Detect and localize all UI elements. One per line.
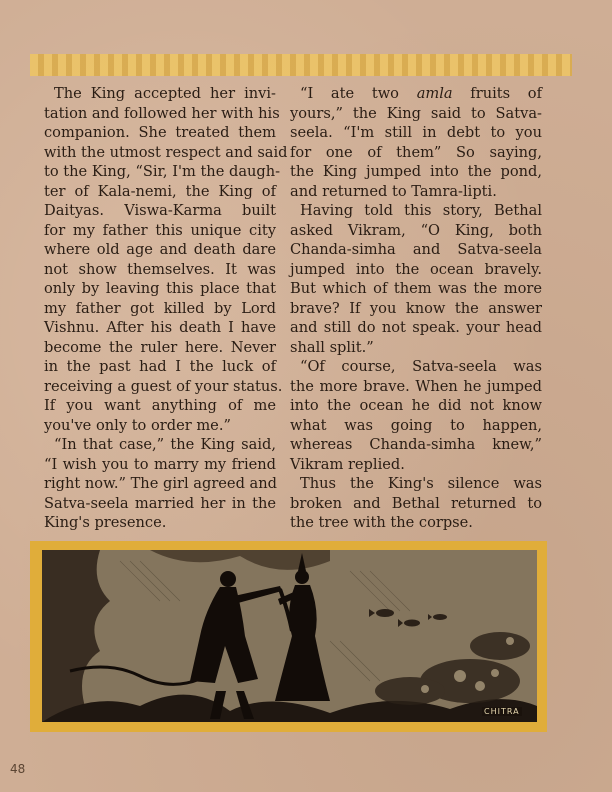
- text-line: “Of course, Satva-seela was: [300, 358, 542, 375]
- text-line: Chanda-simha and Satva-seela: [290, 241, 542, 258]
- right-text-column: [290, 84, 542, 533]
- text-line: only by leaving this place that: [44, 280, 276, 297]
- text-line: and still do not speak. your head: [290, 319, 542, 336]
- text-line: companion. She treated them: [44, 124, 276, 141]
- text-line: not show themselves. It was: [44, 260, 276, 278]
- text-line: for one of them” So saying,: [290, 143, 542, 161]
- artist-signature: CHITRA: [484, 707, 520, 716]
- text-line: receiving a guest of your status.: [44, 377, 283, 395]
- text-line: Vikram replied.: [290, 455, 405, 473]
- text-line: jumped into the ocean bravely.: [290, 260, 542, 278]
- text-line: where old age and death dare: [44, 241, 276, 258]
- text-line: Having told this story, Bethal: [300, 202, 542, 219]
- text-line: in the past had I the luck of: [44, 358, 276, 375]
- text-line: “In that case,” the King said,: [54, 436, 276, 453]
- text-line: tation and followed her with his: [44, 104, 280, 122]
- text-line: and returned to Tamra-lipti.: [290, 182, 497, 200]
- text-line: “I wish you to marry my friend: [44, 455, 276, 473]
- page-number: 48: [10, 762, 26, 776]
- text-line: If you want anything of me: [44, 397, 276, 414]
- text-line: Daityas. Viswa-Karma built: [44, 202, 276, 219]
- text-line: whereas Chanda-simha knew,”: [290, 436, 542, 453]
- text-line: Satva-seela married her in the: [44, 494, 276, 512]
- left-text-column: [44, 84, 288, 533]
- text-line: become the ruler here. Never: [44, 338, 276, 356]
- text-line: brave? If you know the answer: [290, 299, 542, 317]
- text-line: seela. “I'm still in debt to you: [290, 124, 542, 141]
- text-line: The King accepted her invi-: [54, 85, 276, 102]
- story-illustration: [30, 541, 547, 732]
- text-line: the tree with the corpse.: [290, 514, 473, 531]
- emphasis-word: amla: [416, 85, 453, 102]
- text-line: you've only to order me.”: [44, 416, 231, 434]
- text-line: asked Vikram, “O King, both: [290, 221, 542, 239]
- text-line: my father got killed by Lord: [44, 299, 276, 317]
- text-line: the more brave. When he jumped: [290, 377, 542, 395]
- text-line: the King jumped into the pond,: [290, 163, 542, 180]
- text-line: broken and Bethal returned to: [290, 494, 542, 512]
- text-line: King's presence.: [44, 514, 167, 531]
- text-line: “I ate two amla fruits of: [300, 85, 542, 102]
- text-line: Thus the King's silence was: [300, 475, 542, 492]
- text-line: to the King, “Sir, I'm the daugh-: [44, 163, 281, 180]
- text-line: what was going to happen,: [290, 416, 542, 434]
- text-line: for my father this unique city: [44, 221, 276, 239]
- decorative-header-band: [30, 54, 572, 76]
- text-line: with the utmost respect and said: [44, 143, 288, 161]
- text-line: ter of Kala-nemi, the King of: [44, 182, 276, 200]
- text-line: But which of them was the more: [290, 280, 542, 297]
- text-line: yours,” the King said to Satva-: [290, 104, 542, 122]
- text-line: Vishnu. After his death I have: [44, 319, 276, 336]
- text-line: into the ocean he did not know: [290, 397, 542, 414]
- text-line: right now.” The girl agreed and: [44, 475, 277, 492]
- text-line: shall split.”: [290, 338, 374, 356]
- illustration-artwork: [30, 541, 547, 732]
